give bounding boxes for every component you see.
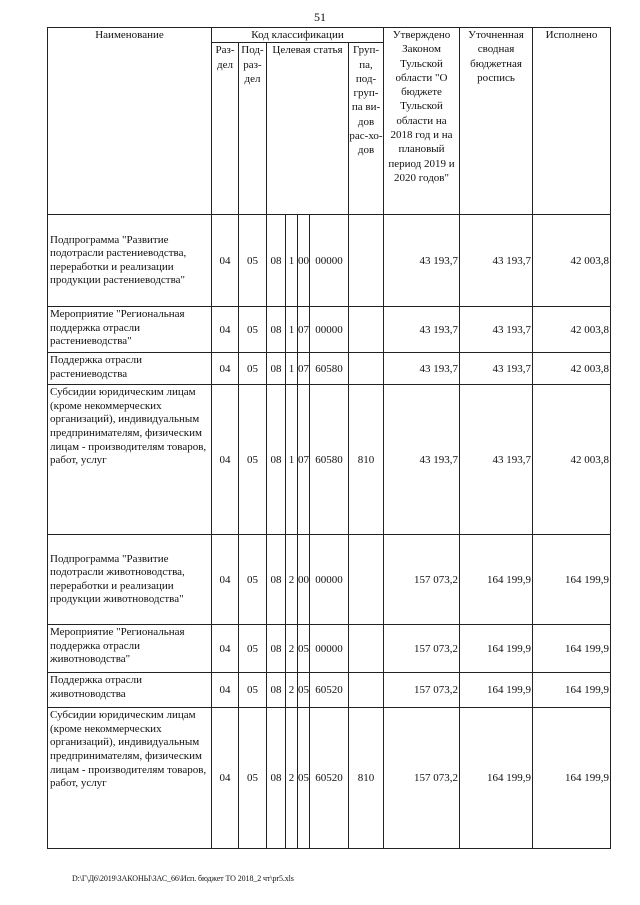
row-podrazdel: 05 [239,625,267,673]
header-razdel: Раз-дел [212,43,239,215]
table-row [48,215,611,307]
row-name: Субсидии юридическим лицам (кроме некоммерческих организаций), индивидуальным предпринимателям, физическим лицам - производителям товаров, работ, услуг [48,708,212,849]
row-executed: 42 003,8 [533,215,611,307]
row-target-subprogram: 1 [286,353,298,385]
page-number: 51 [314,10,326,24]
row-name: Поддержка отрасли животноводства [48,673,212,708]
row-target-program: 08 [267,307,286,353]
row-group: 810 [349,708,384,849]
row-group [349,673,384,708]
row-target-program: 08 [267,625,286,673]
row-group [349,215,384,307]
row-target-subprogram: 1 [286,385,298,535]
row-group [349,307,384,353]
row-target-subprogram: 2 [286,673,298,708]
row-approved: 43 193,7 [384,353,460,385]
row-target-direction: 60520 [310,708,349,849]
table-row [48,673,611,708]
row-executed: 164 199,9 [533,535,611,625]
row-executed: 164 199,9 [533,625,611,673]
row-podrazdel: 05 [239,535,267,625]
table-row [48,353,611,385]
row-razdel: 04 [212,385,239,535]
row-target-subprogram: 1 [286,307,298,353]
row-approved: 157 073,2 [384,535,460,625]
row-refined: 164 199,9 [460,625,533,673]
row-executed: 164 199,9 [533,673,611,708]
row-target-program: 08 [267,708,286,849]
row-podrazdel: 05 [239,385,267,535]
header-code-group: Код классификации [212,28,384,43]
header-executed: Исполнено [533,28,611,215]
table-row [48,625,611,673]
row-target-event: 05 [298,708,310,849]
row-target-program: 08 [267,353,286,385]
row-target-direction: 00000 [310,625,349,673]
row-approved: 43 193,7 [384,385,460,535]
row-razdel: 04 [212,353,239,385]
row-target-event: 00 [298,215,310,307]
row-target-direction: 60520 [310,673,349,708]
row-podrazdel: 05 [239,307,267,353]
row-razdel: 04 [212,215,239,307]
row-approved: 157 073,2 [384,673,460,708]
row-target-subprogram: 1 [286,215,298,307]
row-target-direction: 60580 [310,385,349,535]
table-row [48,307,611,353]
row-approved: 43 193,7 [384,215,460,307]
row-group [349,353,384,385]
row-name: Мероприятие "Региональная поддержка отрасли животноводства" [48,625,212,673]
row-group: 810 [349,385,384,535]
row-executed: 42 003,8 [533,353,611,385]
row-refined: 43 193,7 [460,353,533,385]
row-target-direction: 60580 [310,353,349,385]
row-refined: 43 193,7 [460,307,533,353]
header-refined: Уточненная сводная бюджетная роспись [460,28,533,215]
row-refined: 164 199,9 [460,708,533,849]
row-target-program: 08 [267,385,286,535]
row-razdel: 04 [212,307,239,353]
row-podrazdel: 05 [239,708,267,849]
row-razdel: 04 [212,673,239,708]
row-name: Поддержка отрасли растениеводства [48,353,212,385]
row-target-event: 05 [298,673,310,708]
row-name: Мероприятие "Региональная поддержка отрасли растениеводства" [48,307,212,353]
table-row [48,385,611,535]
row-refined: 164 199,9 [460,535,533,625]
row-approved: 43 193,7 [384,307,460,353]
row-target-subprogram: 2 [286,625,298,673]
row-podrazdel: 05 [239,215,267,307]
table-row [48,535,611,625]
row-refined: 43 193,7 [460,385,533,535]
budget-table [47,27,611,849]
row-target-direction: 00000 [310,535,349,625]
row-target-program: 08 [267,535,286,625]
row-target-event: 07 [298,385,310,535]
header-target: Целевая статья [267,43,349,215]
row-group [349,535,384,625]
footer-file-path: D:\Г\Д6\2019\ЗАКОНЫ\ЗАС_66\Исп. бюджет ТО 2018_2 чт\pr5.xls [72,874,294,883]
row-approved: 157 073,2 [384,708,460,849]
row-target-subprogram: 2 [286,535,298,625]
header-name: Наименование [48,28,212,215]
row-refined: 164 199,9 [460,673,533,708]
row-target-direction: 00000 [310,215,349,307]
row-target-program: 08 [267,215,286,307]
header-approved: Утверждено Законом Тульской области "О бюджете Тульской области на 2018 год и на плановый период 2019 и 2020 годов" [384,28,460,215]
row-target-event: 00 [298,535,310,625]
row-approved: 157 073,2 [384,625,460,673]
row-name: Подпрограмма "Развитие подотрасли животноводства, переработки и реализации продукции животноводства" [48,535,212,625]
row-target-direction: 00000 [310,307,349,353]
row-name: Субсидии юридическим лицам (кроме некоммерческих организаций), индивидуальным предпринимателям, физическим лицам - производителям товаров, работ, услуг [48,385,212,535]
row-target-event: 07 [298,307,310,353]
table-row [48,708,611,849]
row-target-program: 08 [267,673,286,708]
row-podrazdel: 05 [239,673,267,708]
row-razdel: 04 [212,625,239,673]
row-refined: 43 193,7 [460,215,533,307]
row-executed: 42 003,8 [533,385,611,535]
row-podrazdel: 05 [239,353,267,385]
row-razdel: 04 [212,708,239,849]
header-podrazdel: Под-раз-дел [239,43,267,215]
row-executed: 42 003,8 [533,307,611,353]
row-group [349,625,384,673]
row-name: Подпрограмма "Развитие подотрасли растениеводства, переработки и реализации продукции растениеводства" [48,215,212,307]
row-executed: 164 199,9 [533,708,611,849]
row-target-event: 05 [298,625,310,673]
row-target-event: 07 [298,353,310,385]
header-group: Груп-па, под-груп-па ви-дов рас-хо-дов [349,43,384,215]
row-target-subprogram: 2 [286,708,298,849]
row-razdel: 04 [212,535,239,625]
